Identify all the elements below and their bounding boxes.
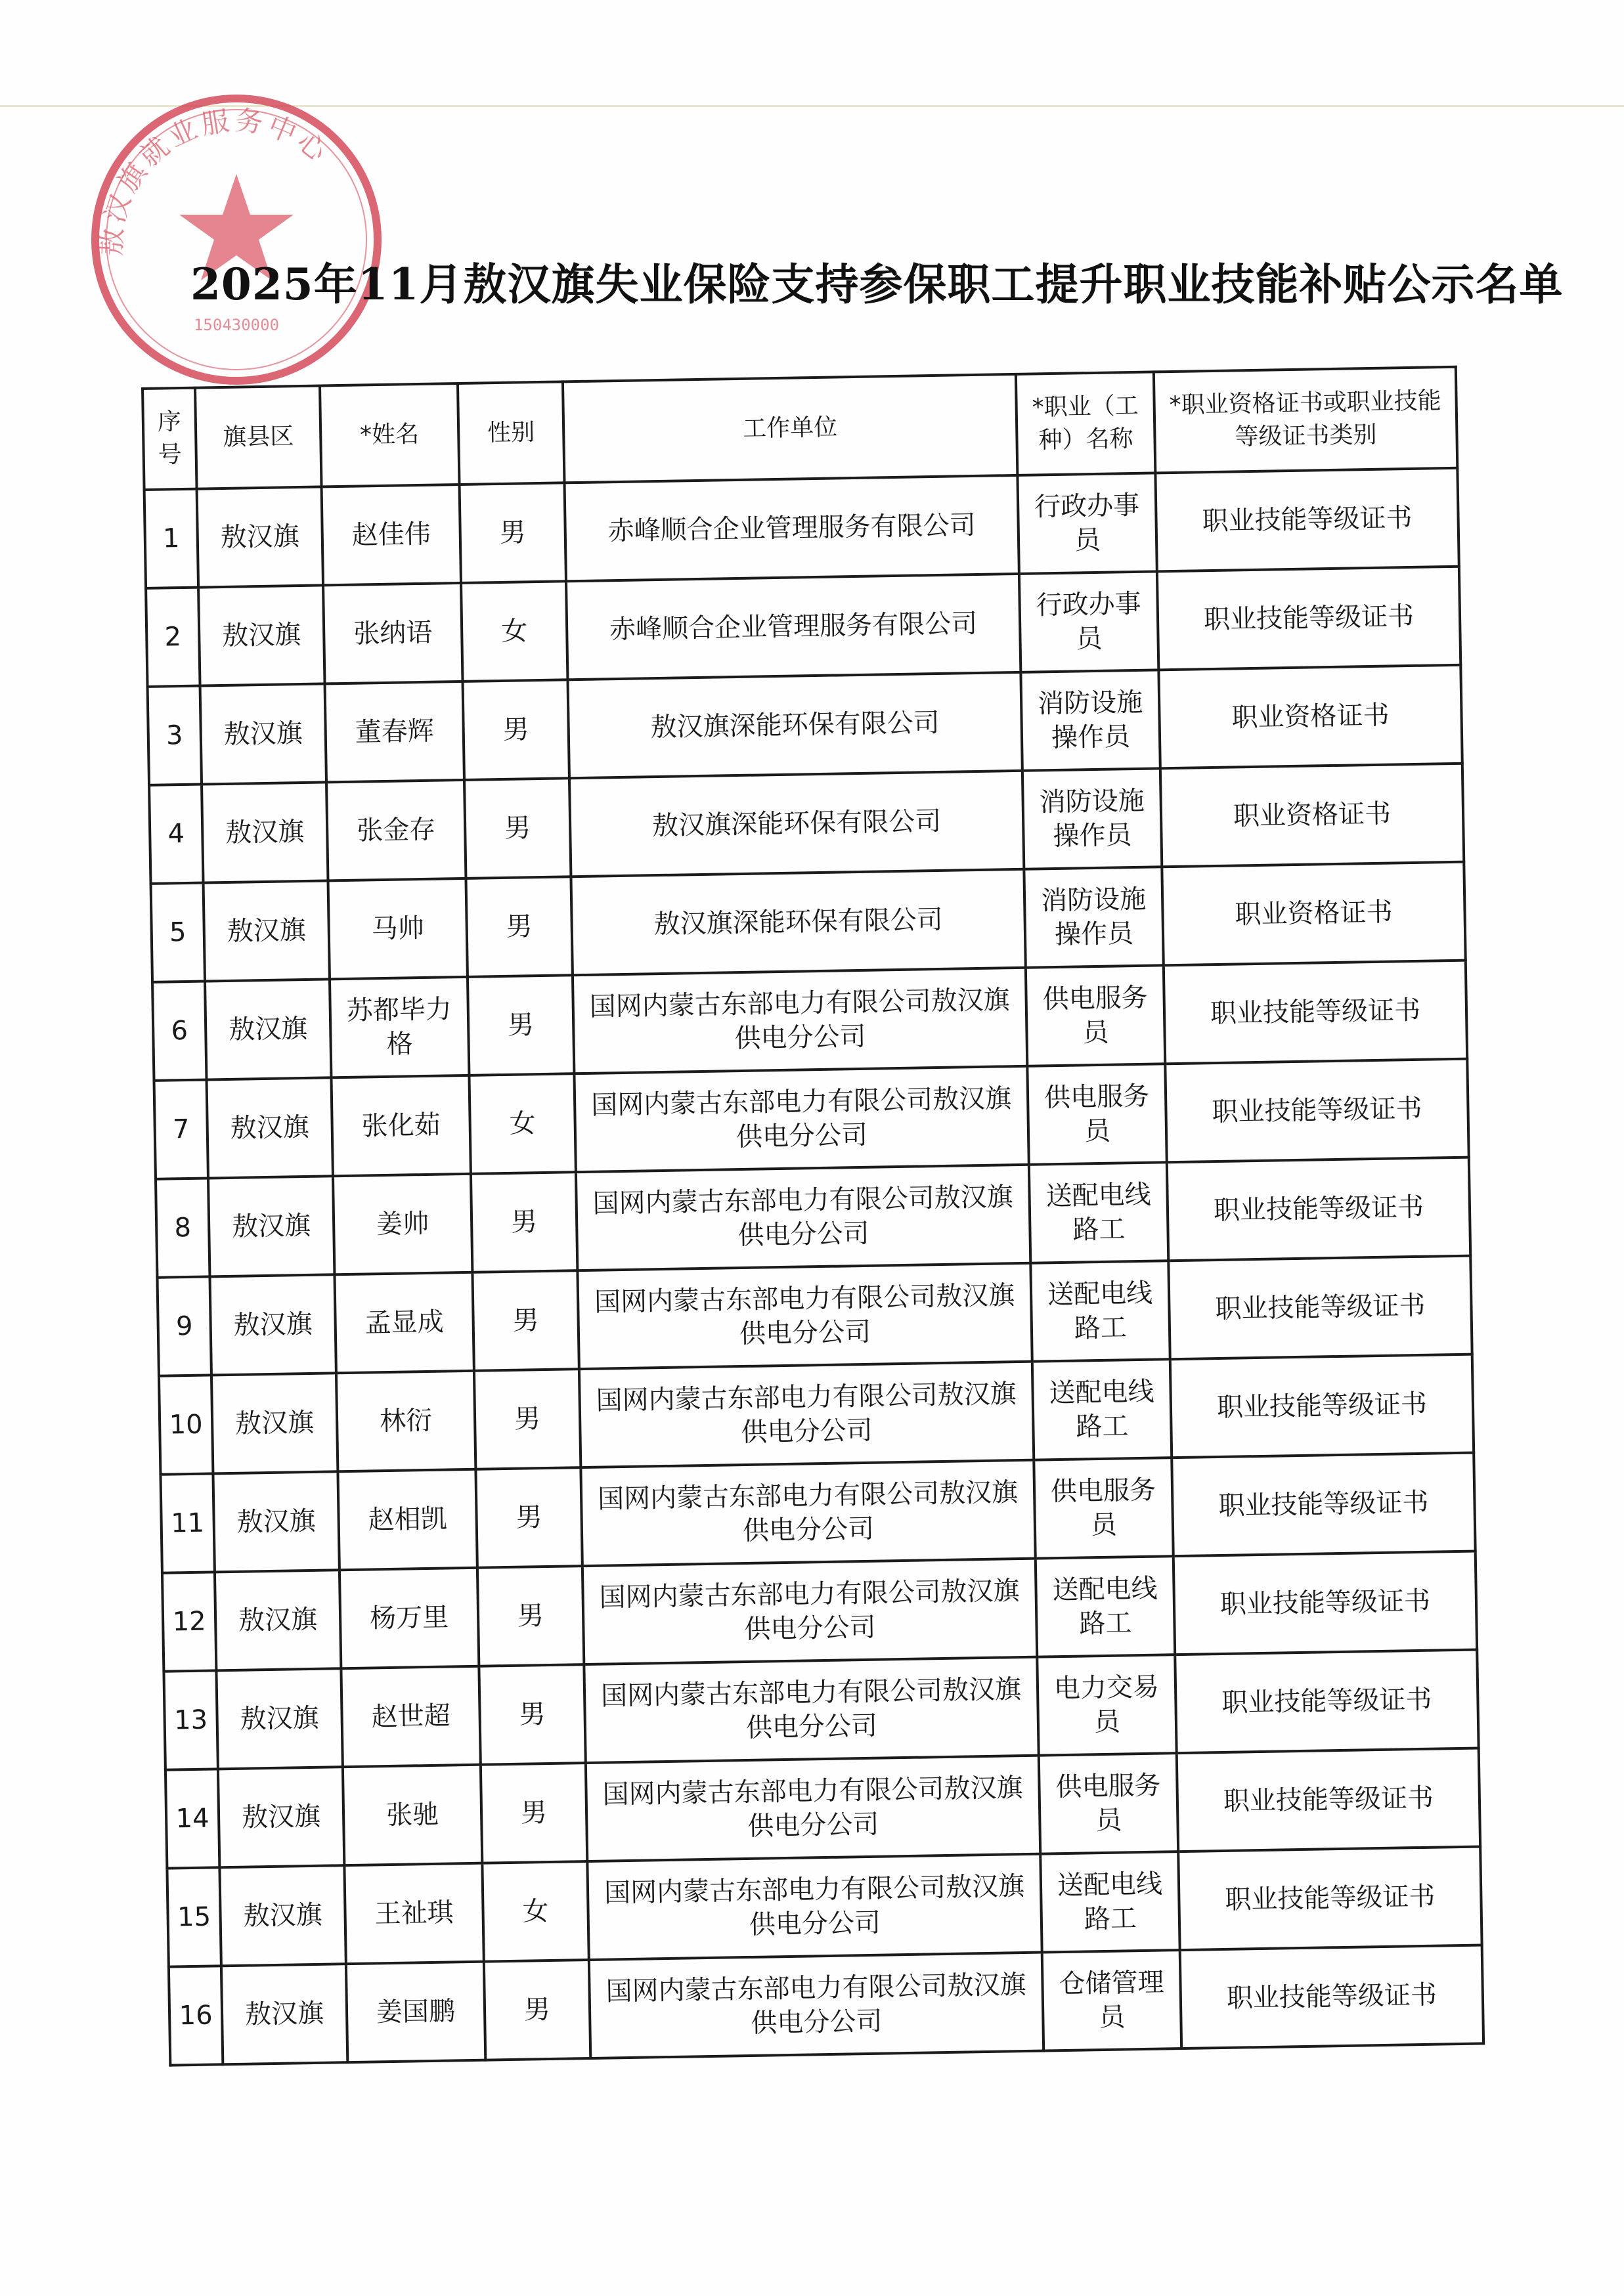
cell-occupation: 电力交易员 xyxy=(1037,1655,1176,1755)
cell-county: 敖汉旗 xyxy=(204,880,330,981)
cell-name: 姜国鹏 xyxy=(346,1962,485,2062)
cell-name: 马帅 xyxy=(328,878,467,979)
cell-name: 赵佳伟 xyxy=(322,485,461,585)
cell-gender: 女 xyxy=(461,581,567,682)
cell-cert-type: 职业技能等级证书 xyxy=(1178,1846,1481,1950)
cell-index: 7 xyxy=(154,1079,208,1179)
cell-index: 15 xyxy=(167,1867,221,1966)
cell-index: 11 xyxy=(160,1473,214,1572)
cell-occupation: 供电服务员 xyxy=(1034,1458,1173,1558)
cell-gender: 男 xyxy=(477,1566,584,1666)
cell-gender: 男 xyxy=(468,975,574,1075)
cell-name: 张驰 xyxy=(343,1765,482,1865)
header-index: 序号 xyxy=(143,388,197,490)
cell-company: 国网内蒙古东部电力有限公司敖汉旗供电分公司 xyxy=(577,1263,1032,1369)
cell-county: 敖汉旗 xyxy=(218,1767,344,1867)
cell-cert-type: 职业技能等级证书 xyxy=(1175,1650,1478,1754)
official-seal-icon xyxy=(72,76,401,404)
cell-occupation: 送配电线路工 xyxy=(1040,1852,1179,1952)
cell-gender: 男 xyxy=(475,1467,582,1568)
seal-code: 150430000 xyxy=(193,316,280,334)
cell-county: 敖汉旗 xyxy=(211,1373,338,1473)
cell-company: 国网内蒙古东部电力有限公司敖汉旗供电分公司 xyxy=(589,1953,1043,2058)
cell-county: 敖汉旗 xyxy=(198,585,324,685)
cell-index: 12 xyxy=(162,1572,216,1671)
cell-index: 2 xyxy=(146,588,200,687)
cell-cert-type: 职业资格证书 xyxy=(1160,764,1464,867)
cell-county: 敖汉旗 xyxy=(209,1274,336,1375)
header-cert-type: *职业资格证书或职业技能等级证书类别 xyxy=(1154,367,1457,473)
cell-index: 13 xyxy=(164,1670,217,1769)
cell-cert-type: 职业技能等级证书 xyxy=(1164,961,1467,1064)
cell-gender: 女 xyxy=(482,1861,588,1962)
cell-company: 国网内蒙古东部电力有限公司敖汉旗供电分公司 xyxy=(582,1559,1037,1664)
header-name: *姓名 xyxy=(320,383,460,487)
cell-name: 张纳语 xyxy=(323,583,462,683)
cell-occupation: 行政办事员 xyxy=(1017,473,1156,573)
cell-cert-type: 职业技能等级证书 xyxy=(1155,468,1459,572)
cell-gender: 男 xyxy=(484,1960,590,2060)
cell-name: 张金存 xyxy=(326,780,466,880)
cell-gender: 男 xyxy=(471,1172,577,1272)
cell-company: 赤峰顺合企业管理服务有限公司 xyxy=(564,475,1019,581)
cell-name: 张化茹 xyxy=(331,1075,470,1176)
cell-county: 敖汉旗 xyxy=(221,1964,347,2064)
cell-occupation: 送配电线路工 xyxy=(1030,1261,1170,1361)
cell-cert-type: 职业技能等级证书 xyxy=(1174,1551,1477,1655)
cell-occupation: 行政办事员 xyxy=(1019,571,1158,672)
cell-cert-type: 职业技能等级证书 xyxy=(1177,1748,1480,1852)
cell-name: 苏都毕力格 xyxy=(330,977,469,1077)
cell-gender: 女 xyxy=(469,1073,575,1174)
cell-occupation: 送配电线路工 xyxy=(1029,1162,1168,1263)
roster-table-container xyxy=(141,366,1482,2067)
cell-cert-type: 职业资格证书 xyxy=(1162,862,1465,966)
seal-text: 敖汉旗就业服务中心 xyxy=(95,104,336,257)
cell-company: 国网内蒙古东部电力有限公司敖汉旗供电分公司 xyxy=(586,1756,1040,1861)
cell-gender: 男 xyxy=(479,1664,585,1765)
cell-occupation: 消防设施操作员 xyxy=(1022,768,1162,869)
cell-index: 1 xyxy=(144,489,198,588)
cell-occupation: 消防设施操作员 xyxy=(1020,670,1160,770)
cell-county: 敖汉旗 xyxy=(200,683,326,784)
roster-table xyxy=(141,366,1485,2067)
cell-index: 5 xyxy=(151,883,205,982)
cell-cert-type: 职业技能等级证书 xyxy=(1157,567,1460,670)
cell-company: 国网内蒙古东部电力有限公司敖汉旗供电分公司 xyxy=(574,1066,1028,1172)
roster-table-body xyxy=(144,468,1484,2066)
cell-county: 敖汉旗 xyxy=(206,1077,332,1178)
cell-company: 国网内蒙古东部电力有限公司敖汉旗供电分公司 xyxy=(579,1362,1034,1467)
header-company: 工作单位 xyxy=(563,374,1017,483)
header-occupation: *职业（工种）名称 xyxy=(1016,372,1156,475)
cell-cert-type: 职业技能等级证书 xyxy=(1165,1059,1468,1163)
cell-index: 9 xyxy=(157,1276,211,1375)
cell-index: 16 xyxy=(169,1966,223,2065)
cell-index: 10 xyxy=(159,1375,213,1474)
cell-company: 国网内蒙古东部电力有限公司敖汉旗供电分公司 xyxy=(581,1460,1035,1566)
cell-company: 国网内蒙古东部电力有限公司敖汉旗供电分公司 xyxy=(573,968,1027,1073)
cell-gender: 男 xyxy=(466,877,572,977)
cell-cert-type: 职业技能等级证书 xyxy=(1168,1256,1472,1360)
cell-occupation: 仓储管理员 xyxy=(1042,1950,1181,2050)
cell-name: 杨万里 xyxy=(340,1568,479,1668)
cell-company: 敖汉旗深能环保有限公司 xyxy=(571,869,1025,975)
cell-company: 国网内蒙古东部电力有限公司敖汉旗供电分公司 xyxy=(587,1854,1042,1960)
cell-index: 4 xyxy=(149,785,203,884)
cell-county: 敖汉旗 xyxy=(208,1176,334,1276)
cell-gender: 男 xyxy=(481,1763,587,1863)
cell-name: 董春辉 xyxy=(325,682,464,782)
cell-name: 孟显成 xyxy=(334,1272,473,1373)
cell-county: 敖汉旗 xyxy=(213,1471,339,1572)
cell-occupation: 供电服务员 xyxy=(1027,1064,1166,1164)
cell-cert-type: 职业技能等级证书 xyxy=(1172,1453,1475,1557)
cell-company: 国网内蒙古东部电力有限公司敖汉旗供电分公司 xyxy=(584,1657,1038,1763)
cell-occupation: 消防设施操作员 xyxy=(1024,867,1163,967)
cell-occupation: 供电服务员 xyxy=(1026,965,1165,1066)
cell-county: 敖汉旗 xyxy=(215,1570,341,1670)
cell-occupation: 供电服务员 xyxy=(1039,1753,1178,1853)
cell-name: 王祉琪 xyxy=(344,1863,483,1964)
cell-occupation: 送配电线路工 xyxy=(1036,1556,1175,1657)
cell-county: 敖汉旗 xyxy=(205,979,331,1079)
cell-index: 14 xyxy=(165,1769,219,1868)
cell-index: 3 xyxy=(148,686,202,785)
cell-company: 赤峰顺合企业管理服务有限公司 xyxy=(566,574,1020,680)
document-title: 2025年11月敖汉旗失业保险支持参保职工提升职业技能补贴公示名单 xyxy=(190,259,1564,310)
cell-county: 敖汉旗 xyxy=(202,782,328,882)
cell-cert-type: 职业技能等级证书 xyxy=(1167,1158,1470,1261)
cell-company: 敖汉旗深能环保有限公司 xyxy=(567,672,1022,778)
cell-company: 国网内蒙古东部电力有限公司敖汉旗供电分公司 xyxy=(576,1165,1030,1270)
cell-occupation: 送配电线路工 xyxy=(1032,1359,1172,1460)
table-row xyxy=(169,1945,1483,2065)
cell-index: 6 xyxy=(152,982,206,1081)
header-county: 旗县区 xyxy=(195,385,322,488)
cell-company: 敖汉旗深能环保有限公司 xyxy=(569,771,1024,877)
header-gender: 性别 xyxy=(458,381,565,485)
cell-gender: 男 xyxy=(464,778,571,878)
cell-gender: 男 xyxy=(462,680,569,780)
cell-cert-type: 职业资格证书 xyxy=(1158,665,1462,769)
cell-cert-type: 职业技能等级证书 xyxy=(1170,1354,1474,1458)
cell-cert-type: 职业技能等级证书 xyxy=(1180,1945,1483,2048)
cell-index: 8 xyxy=(156,1178,209,1277)
cell-gender: 男 xyxy=(460,483,566,583)
cell-gender: 男 xyxy=(474,1369,581,1469)
cell-name: 林衍 xyxy=(336,1371,475,1471)
cell-name: 赵世超 xyxy=(341,1666,480,1767)
cell-name: 姜帅 xyxy=(333,1174,472,1274)
cell-name: 赵相凯 xyxy=(338,1469,477,1570)
cell-county: 敖汉旗 xyxy=(219,1865,345,1966)
cell-county: 敖汉旗 xyxy=(216,1668,342,1769)
cell-county: 敖汉旗 xyxy=(197,487,323,587)
cell-gender: 男 xyxy=(472,1270,579,1371)
